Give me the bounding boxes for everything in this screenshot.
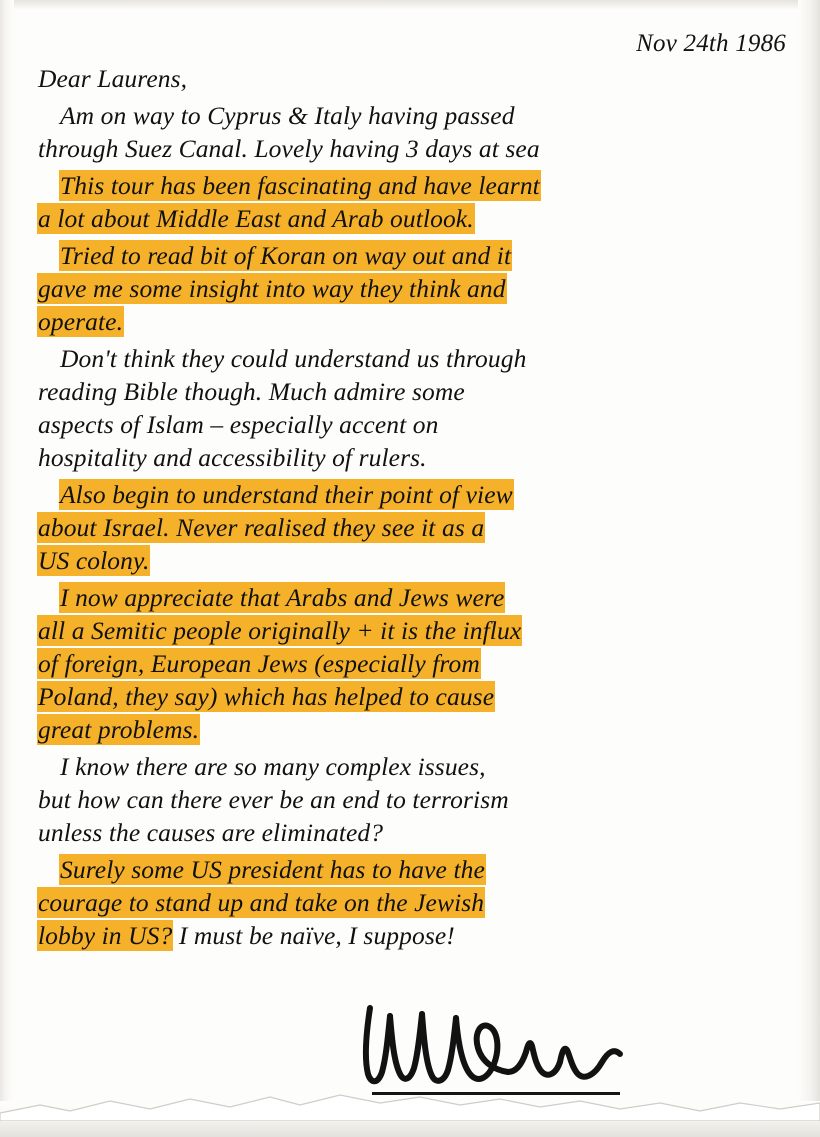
paragraph-p5 — [38, 478, 782, 577]
line-text: Don't think they could understand us through — [60, 344, 527, 373]
line-text: reading Bible though. Much admire some — [38, 377, 465, 406]
highlighted-line: of foreign, European Jews (especially from — [38, 649, 480, 678]
highlighted-line: Poland, they say) which has helped to cause — [38, 682, 495, 711]
highlighted-line: lobby in US? — [38, 921, 173, 950]
highlighted-line: operate. — [38, 307, 124, 336]
letter-date: Nov 24th 1986 — [636, 30, 786, 57]
line-text: Am on way to Cyprus & Italy having passed — [60, 101, 515, 130]
highlighted-line: Also begin to understand their point of view — [60, 480, 513, 509]
trailing-text: I must be naïve, I suppose! — [172, 921, 455, 950]
highlighted-line: gave me some insight into way they think and — [38, 274, 506, 303]
highlighted-line: Tried to read bit of Koran on way out and it — [60, 241, 512, 270]
highlighted-line: a lot about Middle East and Arab outlook. — [38, 204, 474, 233]
highlighted-line: about Israel. Never realised they see it as a — [38, 513, 485, 542]
highlighted-line: all a Semitic people originally + it is the influx — [38, 616, 522, 645]
highlighted-line: US colony. — [38, 546, 150, 575]
highlighted-line: courage to stand up and take on the Jewish — [38, 888, 485, 917]
highlighted-line: This tour has been fascinating and have learnt — [60, 171, 540, 200]
signature-underline — [372, 1092, 620, 1095]
paragraph-p4 — [38, 342, 782, 474]
highlighted-line: great problems. — [38, 715, 200, 744]
line-text: I know there are so many complex issues, — [60, 752, 486, 781]
paragraph-p2 — [38, 169, 782, 235]
highlighted-line: Surely some US president has to have the — [60, 855, 485, 884]
letter-body — [38, 62, 782, 952]
highlighted-line: I now appreciate that Arabs and Jews were — [60, 583, 505, 612]
paragraph-p6 — [38, 581, 782, 746]
line-text: aspects of Islam – especially accent on — [38, 410, 439, 439]
line-text: but how can there ever be an end to terrorism — [38, 785, 509, 814]
line-text: hospitality and accessibility of rulers. — [38, 443, 427, 472]
paragraph-p1 — [38, 99, 782, 165]
paragraph-p3 — [38, 239, 782, 338]
paragraph-p8 — [38, 853, 782, 952]
line-text: through Suez Canal. Lovely having 3 days at sea — [38, 134, 540, 163]
salutation: Dear Laurens, — [38, 64, 188, 93]
paragraph-p7 — [38, 750, 782, 849]
line-text: unless the causes are eliminated? — [38, 818, 384, 847]
